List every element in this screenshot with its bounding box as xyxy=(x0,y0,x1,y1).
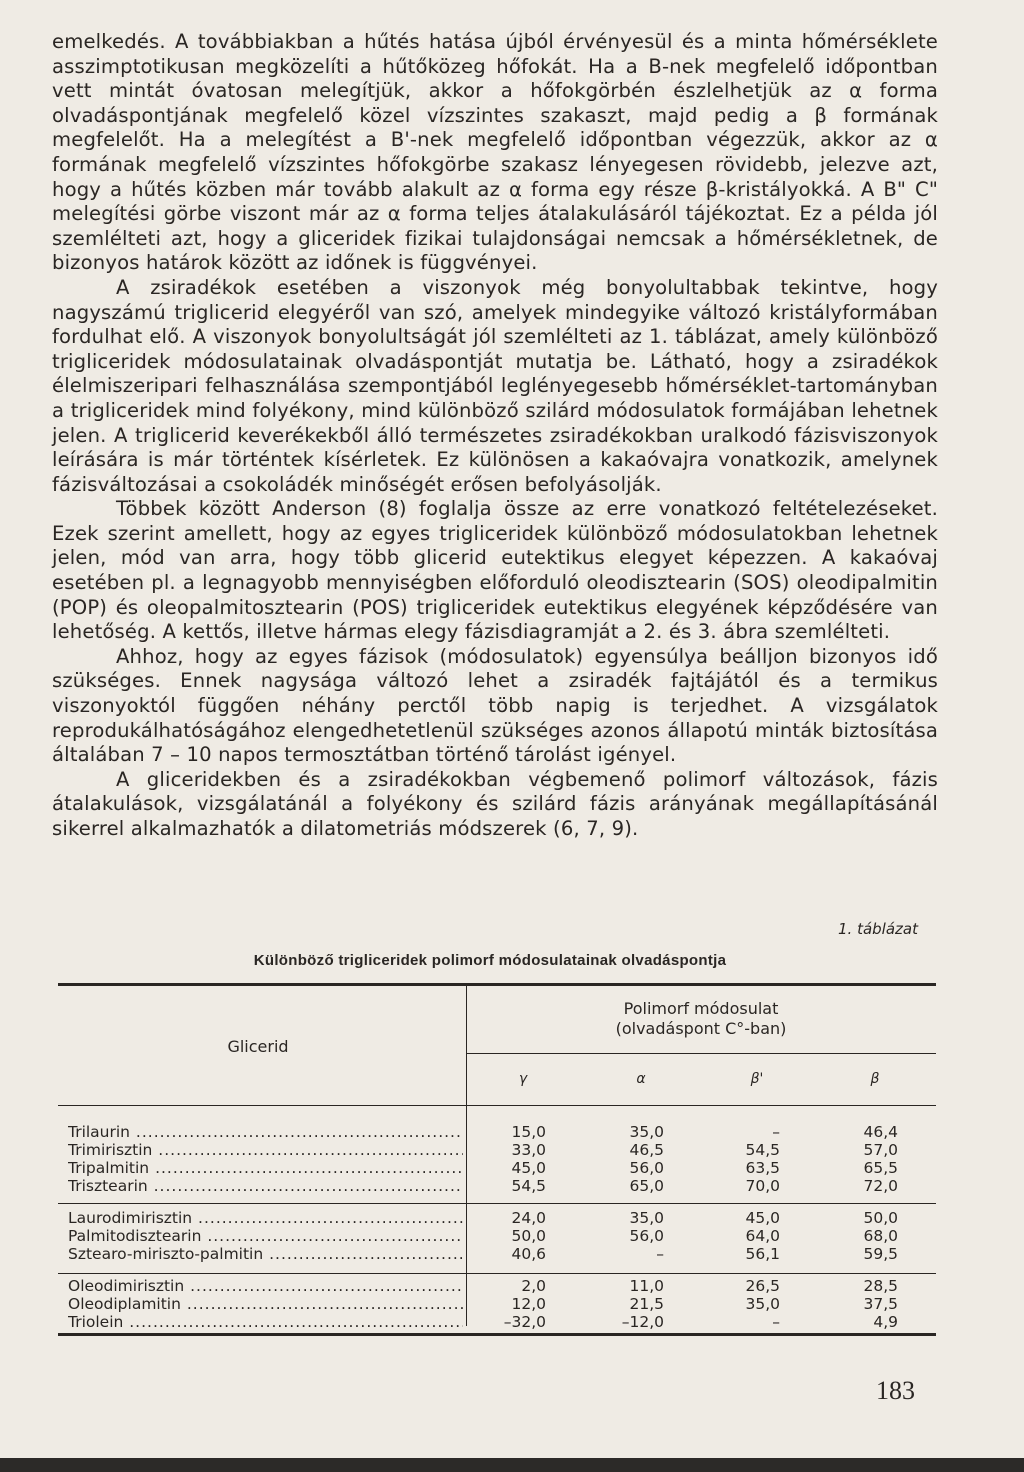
table-row xyxy=(58,1141,936,1159)
row-name: Trimirisztin ..... xyxy=(68,1141,463,1159)
group-header-rule xyxy=(466,1053,936,1054)
row-name: Tripalmitin ..... xyxy=(68,1159,463,1177)
cell-gamma: 33,0 xyxy=(511,1141,546,1159)
cell-alpha: 35,0 xyxy=(629,1209,664,1227)
cell-beta-prime: 56,1 xyxy=(745,1245,780,1263)
cell-alpha: 56,0 xyxy=(629,1227,664,1245)
group-header-line-2: (olvadáspont C°-ban) xyxy=(615,1019,787,1038)
cell-beta: 65,5 xyxy=(863,1159,898,1177)
group-divider-rule xyxy=(58,1273,936,1274)
cell-beta-prime: 54,5 xyxy=(745,1141,780,1159)
group-header-line-1: Polimorf módosulat xyxy=(623,999,779,1018)
cell-beta: 50,0 xyxy=(863,1209,898,1227)
cell-gamma: 40,6 xyxy=(511,1245,546,1263)
row-name: Palmitodisztearin ..... xyxy=(68,1227,463,1245)
body-text xyxy=(52,30,938,842)
subheader-gamma: γ xyxy=(518,1071,528,1087)
paragraph: A gliceridekben és a zsiradékokban végbemenő polimorf változások, fázis átalakulások, vizsgálatánál a folyékony és szilárd fázis arányának megállapításánál sikerrel alkalmazhatók a dilatometriás módszerek (6, 7, 9). xyxy=(52,767,938,840)
cell-beta: 28,5 xyxy=(863,1277,898,1295)
row-name: Oleodiplamitin ..... xyxy=(68,1295,463,1313)
scan-edge-band xyxy=(0,1458,1024,1472)
cell-beta-prime: 70,0 xyxy=(745,1177,780,1195)
row-name: Triolein ..... xyxy=(68,1313,463,1331)
cell-gamma: 15,0 xyxy=(511,1123,546,1141)
table-row xyxy=(58,1295,936,1313)
cell-beta: 46,4 xyxy=(863,1123,898,1141)
cell-beta: 4,9 xyxy=(873,1313,898,1331)
cell-alpha: 56,0 xyxy=(629,1159,664,1177)
table-row xyxy=(58,1313,936,1331)
cell-beta: 72,0 xyxy=(863,1177,898,1195)
table-row xyxy=(58,1245,936,1263)
group-divider-rule xyxy=(58,1203,936,1204)
table-row xyxy=(58,1227,936,1245)
cell-beta: 57,0 xyxy=(863,1141,898,1159)
cell-alpha: 21,5 xyxy=(629,1295,664,1313)
row-name: Trilaurin ..... xyxy=(68,1123,463,1141)
column-group-header xyxy=(466,999,936,1039)
cell-beta-prime: 45,0 xyxy=(745,1209,780,1227)
cell-alpha: – xyxy=(656,1245,664,1263)
table-row xyxy=(58,1177,936,1195)
cell-alpha: 11,0 xyxy=(629,1277,664,1295)
cell-beta-prime: – xyxy=(772,1313,780,1331)
table-row xyxy=(58,1123,936,1141)
page-number: 183 xyxy=(876,1376,915,1405)
paragraph: Többek között Anderson (8) foglalja össze az erre vonatkozó feltételezéseket. Ezek szerint amellett, hogy az egyes trigliceridek különböző módosulatokban lehetnek jelen, mód van arra, hogy több glicerid eutektikus elegyet képezzen. A kakaóvaj esetében pl. a legnagyobb mennyiségben előforduló oleodisztearin (SOS) oleodipalmitin (POP) és oleopalmitosztearin (POS) trigliceridek eutektikus elegyének képződésére van lehetőség. A kettős, illetve hármas elegy fázisdiagramját a 2. és 3. ábra szemlélteti. xyxy=(52,497,938,644)
cell-gamma: 45,0 xyxy=(511,1159,546,1177)
cell-beta-prime: 35,0 xyxy=(745,1295,780,1313)
cell-beta-prime: – xyxy=(772,1123,780,1141)
cell-beta-prime: 63,5 xyxy=(745,1159,780,1177)
subheader-beta: β xyxy=(870,1071,880,1087)
subheader-beta-prime: β' xyxy=(750,1071,764,1087)
table-row xyxy=(58,1209,936,1227)
cell-gamma: 2,0 xyxy=(521,1277,546,1295)
table-row xyxy=(58,1277,936,1295)
table-title: Különböző trigliceridek polimorf módosulatainak olvadáspontja xyxy=(253,952,727,969)
paragraph: A zsiradékok esetében a viszonyok még bonyolultabbak tekintve, hogy nagyszámú triglicerid elegyéről van szó, amelyek mindegyike változó kristályformában fordulhat elő. A viszonyok bonyolultságát jól szemlélteti az 1. táblázat, amely különböző trigliceridek módosulatainak olvadáspontját mutatja be. Látható, hogy a zsiradékok élelmiszeripari felhasználása szempontjából leglényegesebb hőmérséklet-tartományban a trigliceridek mind folyékony, mind különböző szilárd módosulatok formájában lehetnek jelen. A triglicerid keverékekből álló természetes zsiradékokban uralkodó fázisviszonyok leírására is már történtek kísérletek. Ez különösen a kakaóvajra vonatkozik, amelynek fázisváltozásai a csokoládék minőségét erősen befolyásolják. xyxy=(52,275,938,496)
subheader-alpha: α xyxy=(636,1071,646,1087)
table-number-label: 1. táblázat xyxy=(838,920,918,938)
column-header-glicerid: Glicerid xyxy=(227,1037,289,1056)
cell-alpha: 46,5 xyxy=(629,1141,664,1159)
cell-alpha: 65,0 xyxy=(629,1177,664,1195)
cell-gamma: 50,0 xyxy=(511,1227,546,1245)
cell-beta: 59,5 xyxy=(863,1245,898,1263)
cell-beta: 68,0 xyxy=(863,1227,898,1245)
cell-gamma: 24,0 xyxy=(511,1209,546,1227)
melting-point-table xyxy=(58,983,936,1341)
row-name: Laurodimirisztin ..... xyxy=(68,1209,463,1227)
table-bottom-rule xyxy=(58,1333,936,1336)
cell-gamma: 12,0 xyxy=(511,1295,546,1313)
cell-gamma: 54,5 xyxy=(511,1177,546,1195)
cell-beta-prime: 64,0 xyxy=(745,1227,780,1245)
cell-beta-prime: 26,5 xyxy=(745,1277,780,1295)
paragraph: Ahhoz, hogy az egyes fázisok (módosulatok) egyensúlya beálljon bizonyos idő szükséges. Ennek nagysága változó lehet a zsiradék fajtájától és a termikus viszonyoktól függően néhány perctől több napig is terjedhet. A vizsgálatok reprodukálhatóságához elengedhetetlenül szükséges azonos állapotú minták biztosítása általában 7 – 10 napos termosztátban történő tárolást igényel. xyxy=(52,644,938,767)
row-name: Sztearo-mirisztо-palmitin ..... xyxy=(68,1245,463,1263)
paragraph: emelkedés. A továbbiakban a hűtés hatása újból érvényesül és a minta hőmérséklete asszimptotikusan megközelíti a hűtőközeg hőfokát. Ha a B-nek megfelelő időpontban vett mintát óvatosan melegítjük, akkor a hőfokgörbén észlelhetjük az α forma olvadáspontjának megfelelő közel vízszintes szakaszt, majd pedig a β formának megfelelőt. Ha a melegítést a B'-nek megfelelő időpontban végezzük, akkor az α formának megfelelő vízszintes hőfokgörbe szakasz lényegesen rövidebb, jelezve azt, hogy a hűtés közben már tovább alakult az α forma egy része β-kristályokká. A B" C" melegítési görbe viszont már az α forma teljes átalakulásáról tájékoztat. Ez a példa jól szemlélteti azt, hogy a gliceridek fizikai tulajdonságai nemcsak a hőmérsékletnek, de bizonyos határok között az időnek is függvényei. xyxy=(52,30,938,275)
table-row xyxy=(58,1159,936,1177)
table-top-rule xyxy=(58,983,936,986)
cell-beta: 37,5 xyxy=(863,1295,898,1313)
cell-gamma: –32,0 xyxy=(503,1313,546,1331)
cell-alpha: 35,0 xyxy=(629,1123,664,1141)
row-name: Trisztearin ..... xyxy=(68,1177,463,1195)
cell-alpha: –12,0 xyxy=(621,1313,664,1331)
header-bottom-rule xyxy=(58,1105,936,1106)
row-name: Oleodimirisztin ..... xyxy=(68,1277,463,1295)
